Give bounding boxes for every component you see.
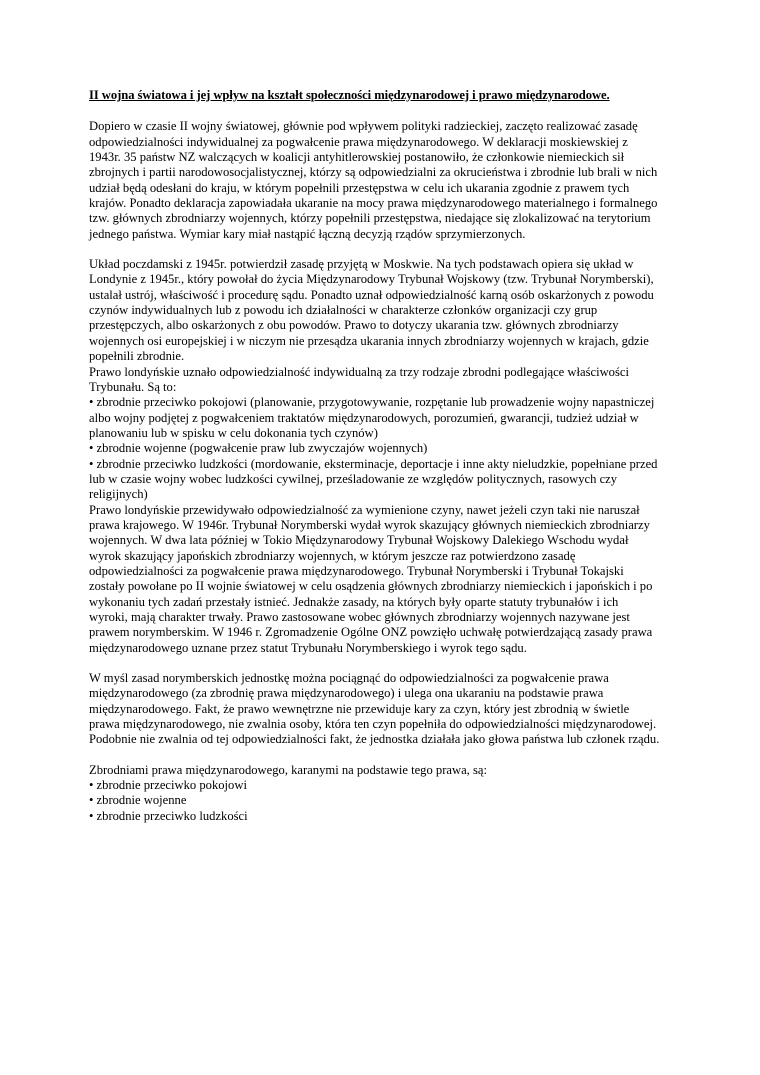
- bullet-line: • zbrodnie wojenne (pogwałcenie praw lub zwyczajów wojennych): [89, 441, 428, 456]
- text-line: religijnych): [89, 487, 148, 502]
- text-line: wyrok skazujący japońskich zbrodniarzy wojennych, w którym jeszcze raz potwierdzono zasadę: [89, 548, 576, 563]
- paragraph-gap: [89, 748, 674, 763]
- list-item: • zbrodnie przeciwko pokojowi: [89, 778, 247, 793]
- text-line: tzw. głównych zbrodniarzy wojennych, którzy popełnili przestępstwa, niedające się zlokalizować na terytorium: [89, 211, 651, 226]
- list-item: • zbrodnie przeciwko ludzkości: [89, 808, 248, 823]
- text-line: Prawo londyńskie przewidywało odpowiedzialność za wymienione czyny, nawet jeżeli czyn taki nie naruszał: [89, 502, 640, 517]
- list-item: • zbrodnie wojenne: [89, 793, 187, 808]
- paragraph-gap: [89, 242, 674, 257]
- text-line: wyroki, mają charakter trwały. Prawo zastosowane wobec głównych zbrodniarzy wojennych nazywane jest: [89, 610, 630, 624]
- text-line: Londynie z 1945r., który powołał do życia Międzynarodowy Trybunał Wojskowy (tzw. Trybunał Norymberski),: [89, 272, 654, 287]
- text-line: prawa krajowego. W 1946r. Trybunał Norymberski wydał wyrok skazujący głównych niemieckich zbrodniarzy: [89, 517, 650, 532]
- text-line: zbrojnych i partii narodowosocjalistycznej, którzy są odpowiedzialni za okrucieństwa i zbrodnie lub brali w nich: [89, 165, 658, 180]
- text-line: międzynarodowego (za zbrodnię prawa międzynarodowego) i ulega ona ukaraniu na podstawie prawa: [89, 686, 604, 701]
- text-line: wojennych. W dwa lata później w Tokio Międzynarodowy Trybunał Wojskowy Dalekiego Wschodu wydał: [89, 533, 629, 548]
- text-line: W myśl zasad norymberskich jednostkę można pociągnąć do odpowiedzialności za pogwałcenie prawa: [89, 671, 609, 686]
- paragraph-nuremberg-principles: [89, 671, 674, 748]
- paragraph-gap: [89, 656, 674, 671]
- text-line: prawem norymberskim. W 1946 r. Zgromadzenie Ogólne ONZ powzięło uchwałę potwierdzającą zasady prawa: [89, 625, 653, 640]
- text-line: Prawo londyńskie uznało odpowiedzialność indywidualną za trzy rodzaje zbrodni podlegające właściwości: [89, 364, 629, 379]
- text-line: lub w czasie wojny wobec ludzkości cywilnej, prześladowanie ze względów politycznych, rasowych czy: [89, 471, 618, 486]
- text-line: przestępczych, albo oskarżonych z obu powodów. Prawo to dotyczy ukarania tzw. głównych zbrodniarzy: [89, 318, 619, 333]
- text-line: Trybunału. Są to:: [89, 379, 177, 394]
- text-line: międzynarodowego uznane przez statut Trybunału Norymberskiego i wyrok tego sądu.: [89, 640, 527, 655]
- text-line: Dopiero w czasie II wojny światowej, głównie pod wpływem polityki radzieckiej, zaczęto realizować zasadę: [89, 119, 638, 134]
- document-title: II wojna światowa i jej wpływ na kształt społeczności międzynarodowej i prawo międzynarodowe.: [89, 88, 610, 102]
- text-line: popełnili zbrodnie.: [89, 349, 185, 364]
- text-line: odpowiedzialności za pogwałcenie prawa międzynarodowego. Trybunał Norymberski i Trybunał Tokajski: [89, 563, 624, 578]
- list-intro: Zbrodniami prawa międzynarodowego, karanymi na podstawie tego prawa, są:: [89, 762, 487, 777]
- paragraph-london-agreement: [89, 257, 674, 656]
- paragraph-crimes-list: [89, 763, 674, 824]
- bullet-line: • zbrodnie przeciwko ludzkości (mordowanie, eksterminacje, deportacje i inne akty nieludzkie, popełniane przed: [89, 456, 658, 471]
- text-line: Podobnie nie zwalnia od tej odpowiedzialności fakt, że jednostka działała jako głowa państwa lub członek rządu.: [89, 732, 660, 747]
- text-line: międzynarodowego. Fakt, że prawo wewnętrzne nie przewiduje kary za czyn, który jest zbrodnią w świetle: [89, 701, 630, 716]
- paragraph-moscow-declaration: [89, 119, 674, 242]
- text-line: zostały powołane po II wojnie światowej w celu osądzenia głównych zbrodniarzy niemieckich i japońskich i po: [89, 579, 653, 594]
- text-line: wykonaniu tych zadań przestały istnieć. Jednakże zasady, na których były oparte statuty trybunałów i ich: [89, 594, 619, 609]
- text-line: 1943r. 35 państw NZ walczących w koalicji antyhitlerowskiej postanowiło, że członkowie niemieckich sił: [89, 150, 625, 165]
- text-line: Układ poczdamski z 1945r. potwierdził zasadę przyjętą w Moskwie. Na tych podstawach opiera się układ w: [89, 257, 634, 272]
- text-line: albo wojny podjętej z pogwałceniem traktatów międzynarodowych, porozumień, gwarancji, tudzież udział w: [89, 410, 639, 425]
- text-line: ustalał ustrój, właściwość i procedurę sądu. Ponadto uznał odpowiedzialność karną osób oskarżonych z powodu: [89, 287, 654, 302]
- text-line: krajów. Ponadto deklaracja zapowiadała ukaranie na mocy prawa międzynarodowego materialnego i formalnego: [89, 196, 658, 211]
- text-line: udział będą odesłani do kraju, w którym popełnili przestępstwa w celu ich ukarania zgodnie z prawem tych: [89, 180, 630, 195]
- text-line: planowaniu lub w spisku w celu dokonania tych czynów): [89, 425, 378, 440]
- document-page: [89, 88, 674, 824]
- text-line: odpowiedzialności indywidualnej za pogwałcenie prawa międzynarodowego. W deklaracji moskiewskiej z: [89, 134, 628, 149]
- text-line: jednego państwa. Wymiar kary miał nastąpić łączną decyzją rządów sprzymierzonych.: [89, 226, 526, 241]
- text-line: prawa międzynarodowego, nie zwalnia osoby, która ten czyn popełniła do odpowiedzialności międzynarodowej.: [89, 717, 657, 732]
- text-line: wojennych osi europejskiej i w niczym nie przesądza ukarania innych zbrodniarzy wojennych w krajach, gdzie: [89, 333, 649, 348]
- text-line: czynów indywidualnych lub z powodu ich działalności w charakterze członków organizacji czy grup: [89, 303, 598, 318]
- bullet-line: • zbrodnie przeciwko pokojowi (planowanie, przygotowywanie, rozpętanie lub prowadzenie wojny napastniczej: [89, 395, 655, 410]
